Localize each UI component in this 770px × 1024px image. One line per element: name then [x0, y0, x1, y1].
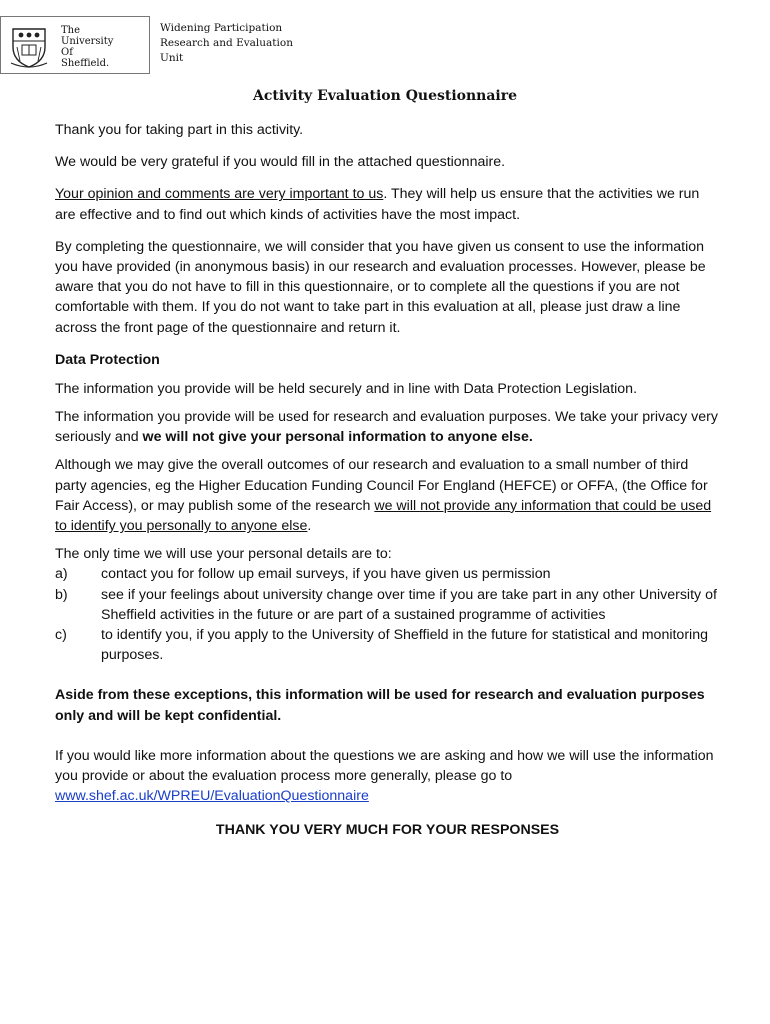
more-info: If you would like more information about the questions we are asking and how we will use the information you provide or about the evaluation process more generally, please go to www.shef.ac.uk/WPREU/EvaluationQuestionnaire [55, 747, 714, 805]
data-protection-heading: Data Protection [55, 351, 160, 368]
dp-third-party: Although we may give the overall outcomes of our research and evaluation to a small number of third party agencies, eg the Higher Education Funding Council For England (HEFCE) or OFFA, (the Office for Fair Access), or may publish some of the research we will not provide any information that could be used to identify you personally to anyone else. [55, 457, 712, 535]
list-item: a) contact you for follow up email surveys, if you have given us permission [55, 566, 551, 583]
thanks-footer: THANK YOU VERY MUCH FOR YOUR RESPONSES [215, 822, 560, 839]
dp-secure: The information you provide will be held securely and in line with Data Protection Legislation. [55, 380, 638, 397]
university-crest-icon [9, 23, 49, 69]
document-body [55, 120, 720, 853]
intro-request: We would be very grateful if you would fill in the attached questionnaire. [55, 154, 506, 171]
unit-name: Widening Participation Research and Evaluation Unit [160, 22, 293, 64]
university-name: The University Of Sheffield. [61, 25, 114, 69]
dp-usage: The information you provide will be used for research and evaluation purposes. We take your privacy very seriously and we will not give your personal information to anyone else. [55, 409, 718, 446]
intro-importance: Your opinion and comments are very important to us. They will help us ensure that the activities we run are effective and to find out which kinds of activities have the most impact. [55, 186, 700, 223]
dp-list [55, 564, 720, 665]
page-title: Activity Evaluation Questionnaire [252, 88, 518, 104]
intro-thanks: Thank you for taking part in this activity. [55, 122, 304, 138]
intro-consent: By completing the questionnaire, we will consider that you have given us consent to use the information you have provided (in anonymous basis) in our research and evaluation processes. However, please be aware that you do not have to fill in this questionnaire, or to complete all the questions if you are not comfortable with them. If you do not want to take part in this evaluation at all, please just draw a line across the front page of the questionnaire and return it. [55, 238, 706, 336]
list-item: c) to identify you, if you apply to the University of Sheffield in the future for statistical and monitoring purposes. [55, 627, 708, 664]
confidentiality-statement: Aside from these exceptions, this information will be used for research and evaluation purposes only and will be kept confidential. [55, 687, 705, 724]
dp-list-intro: The only time we will use your personal details are to: [55, 546, 392, 563]
evaluation-link[interactable]: www.shef.ac.uk/WPREU/EvaluationQuestionnaire [55, 788, 369, 805]
university-logo [0, 16, 150, 74]
list-item: b) see if your feelings about university change over time if you are take part in any other University of Sheffield activities in the future or are part of a sustained programme of activities [55, 586, 717, 623]
